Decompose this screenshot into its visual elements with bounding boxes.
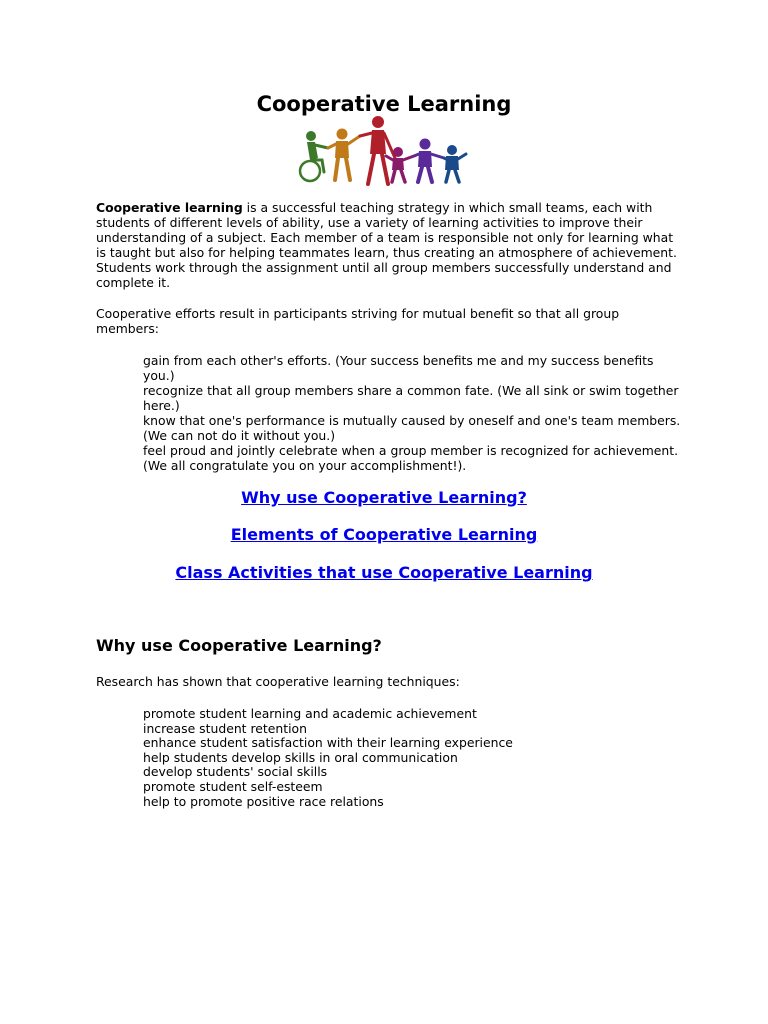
list-item: increase student retention xyxy=(143,720,307,736)
activities-link-container xyxy=(0,563,768,583)
intro-text: is a successful teaching strategy in which small teams, each with students of different levels of ability, use a variety of learning activities to improve their understanding of a subject. Each member of a team is responsible not only for learning what is taught but also for helping teammates learn, thus creating an atmosphere of achievement. Students work through the assignment until all group members successfully understand and complete it. xyxy=(96,200,677,290)
child-figure-blue xyxy=(444,145,466,182)
elements-link-container xyxy=(0,525,768,545)
list-item: help to promote positive race relations xyxy=(143,793,384,809)
wheelchair-figure xyxy=(300,131,328,181)
why-link-container xyxy=(0,488,768,508)
page-title: Cooperative Learning xyxy=(256,92,512,116)
child-figure-magenta xyxy=(386,147,414,182)
intro-term: Cooperative learning xyxy=(96,200,243,215)
list-item: enhance student satisfaction with their learning experience xyxy=(143,735,513,751)
list-item: gain from each other's efforts. (Your success benefits me and my success benefits you.) xyxy=(143,353,654,383)
family-holding-hands-icon xyxy=(298,114,470,186)
list-item: help students develop skills in oral communication xyxy=(143,749,458,765)
why-section-heading: Why use Cooperative Learning? xyxy=(96,636,382,655)
child-figure-violet xyxy=(414,139,444,183)
list-item: promote student self-esteem xyxy=(143,778,323,794)
list-item: develop students' social skills xyxy=(143,764,328,780)
intro-paragraph xyxy=(96,200,680,290)
efforts-paragraph: Cooperative efforts result in participants striving for mutual benefit so that all group members: xyxy=(96,306,620,336)
research-intro: Research has shown that cooperative learning techniques: xyxy=(96,674,460,689)
list-item: promote student learning and academic achievement xyxy=(143,706,477,721)
elements-link[interactable]: Elements of Cooperative Learning xyxy=(230,525,538,544)
research-benefits-list xyxy=(143,707,683,809)
list-item: know that one's performance is mutually caused by oneself and one's team members. (We can not do it without you.) xyxy=(143,413,681,443)
list-item: recognize that all group members share a common fate. (We all sink or swim together here.) xyxy=(143,383,679,413)
child-figure-orange xyxy=(328,129,360,181)
why-use-link[interactable]: Why use Cooperative Learning? xyxy=(241,488,527,507)
class-activities-link[interactable]: Class Activities that use Cooperative Learning xyxy=(175,563,593,582)
adult-figure-red xyxy=(360,116,395,184)
list-item: feel proud and jointly celebrate when a group member is recognized for achievement. (We all congratulate you on your accomplishment!). xyxy=(143,443,679,473)
benefits-list xyxy=(143,353,683,473)
